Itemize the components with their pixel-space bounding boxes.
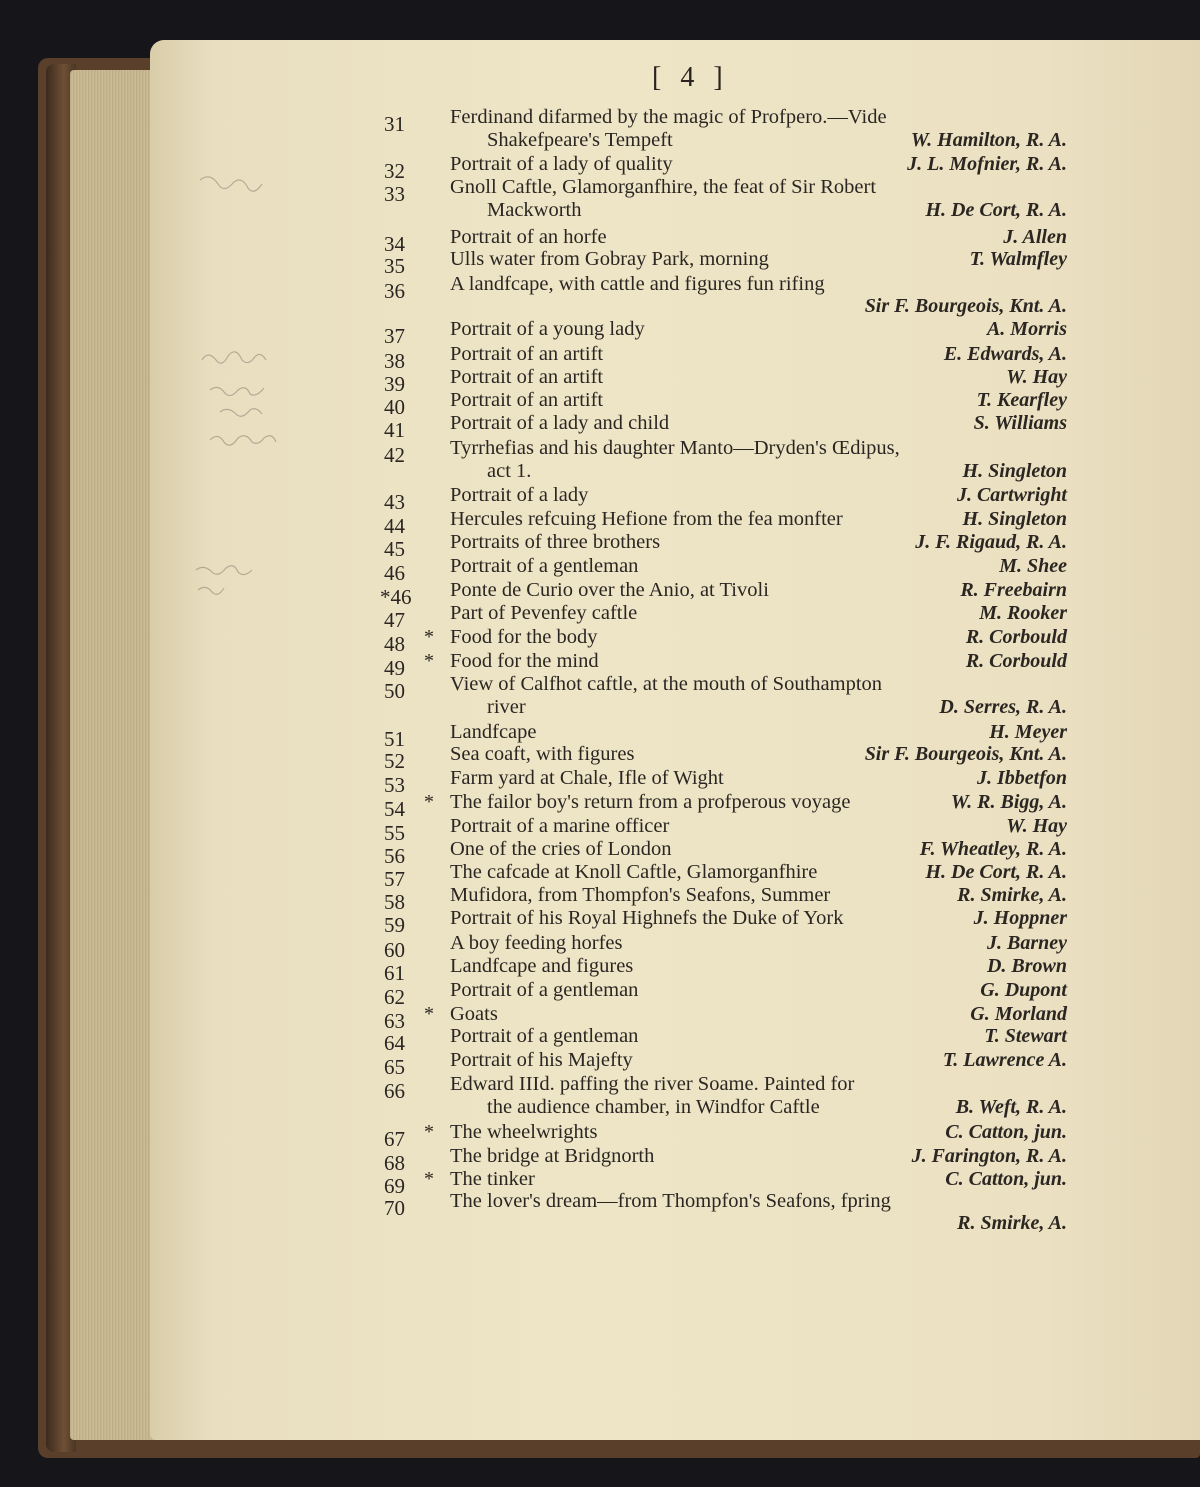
entry-title: The cafcade at Knoll Caftle, Glamorganfhire	[450, 861, 818, 883]
entry-number: 68	[384, 1151, 405, 1175]
entry-title: Portrait of a gentleman	[450, 555, 639, 577]
entry-number: 57	[384, 867, 405, 891]
entry-title: A landfcape, with cattle and figures fun rifing	[450, 273, 825, 295]
entry-artist: H. Singleton	[962, 460, 1067, 482]
entry-title-continued: the audience chamber, in Windfor Caftle	[487, 1096, 820, 1118]
entry-number: 37	[384, 324, 405, 348]
entry-title: Portrait of his Majefty	[450, 1049, 633, 1071]
entry-title: Edward IIId. paffing the river Soame. Painted for	[450, 1073, 855, 1095]
entry-artist: Sir F. Bourgeois, Knt. A.	[864, 295, 1067, 317]
entry-title: Portrait of a young lady	[450, 318, 645, 340]
entry-number: 54	[384, 797, 405, 821]
entry-artist: E. Edwards, A.	[943, 343, 1067, 365]
entry-number: 42	[384, 443, 405, 467]
entry-number: 36	[384, 279, 405, 303]
entry-number: 51	[384, 727, 405, 751]
entry-number: 58	[384, 890, 405, 914]
entry-asterisk: *	[424, 650, 434, 672]
entry-title: Portrait of an artift	[450, 343, 604, 365]
entry-artist: J. Allen	[1003, 226, 1067, 248]
entry-artist: W. R. Bigg, A.	[950, 791, 1067, 813]
entry-number: 40	[384, 395, 405, 419]
entry-artist: G. Morland	[970, 1003, 1067, 1025]
entry-title: The bridge at Bridgnorth	[450, 1145, 655, 1167]
entry-number: 47	[384, 608, 405, 632]
entry-title-continued: river	[487, 696, 526, 718]
entry-title: Part of Pevenfey caftle	[450, 602, 638, 624]
entry-title: Farm yard at Chale, Ifle of Wight	[450, 767, 724, 789]
entry-number: 38	[384, 349, 405, 373]
entry-artist: J. Barney	[987, 932, 1067, 954]
entry-title: Portrait of an artift	[450, 366, 604, 388]
entry-title: Portraits of three brothers	[450, 531, 661, 553]
entry-title: Portrait of an horfe	[450, 226, 607, 248]
entry-title: One of the cries of London	[450, 838, 672, 860]
entry-title: Ponte de Curio over the Anio, at Tivoli	[450, 579, 769, 601]
page-number: [ 4 ]	[652, 62, 729, 93]
entry-artist: T. Kearfley	[976, 389, 1067, 411]
entry-artist: Sir F. Bourgeois, Knt. A.	[864, 743, 1067, 765]
entry-number: 34	[384, 232, 405, 256]
entry-artist: J. F. Rigaud, R. A.	[915, 531, 1067, 553]
entry-asterisk: *	[424, 1168, 434, 1190]
entry-artist: M. Shee	[999, 555, 1067, 577]
entry-artist: W. Hay	[1006, 366, 1067, 388]
entry-artist: H. De Cort, R. A.	[925, 861, 1067, 883]
entry-number: 70	[384, 1196, 405, 1220]
entry-artist: S. Williams	[973, 412, 1067, 434]
entry-artist: H. Singleton	[962, 508, 1067, 530]
entry-title: Portrait of a gentleman	[450, 1025, 639, 1047]
entry-number: 69	[384, 1174, 405, 1198]
entry-number: 39	[384, 372, 405, 396]
entry-artist: C. Catton, jun.	[945, 1168, 1067, 1190]
entry-asterisk: *	[424, 1121, 434, 1143]
entry-artist: G. Dupont	[980, 979, 1067, 1001]
entry-number: 64	[384, 1031, 405, 1055]
entry-title: The lover's dream—from Thompfon's Seafons, fpring	[450, 1190, 891, 1212]
entry-title: Goats	[450, 1003, 498, 1025]
entry-artist: H. Meyer	[989, 721, 1067, 743]
entry-artist: H. De Cort, R. A.	[925, 199, 1067, 221]
entry-number: 31	[384, 112, 405, 136]
entry-artist: J. L. Mofnier, R. A.	[907, 153, 1067, 175]
entry-title: The tinker	[450, 1168, 535, 1190]
entry-title: Portrait of a gentleman	[450, 979, 639, 1001]
entry-number: 53	[384, 773, 405, 797]
entry-title: Sea coaft, with figures	[450, 743, 635, 765]
entry-title: Food for the mind	[450, 650, 599, 672]
entry-title: Landfcape	[450, 721, 537, 743]
entry-title: Portrait of a lady of quality	[450, 153, 673, 175]
entry-artist: M. Rooker	[979, 602, 1067, 624]
entry-title: Portrait of a marine officer	[450, 815, 670, 837]
entry-artist: F. Wheatley, R. A.	[919, 838, 1067, 860]
entry-number: 60	[384, 938, 405, 962]
entry-title: Ulls water from Gobray Park, morning	[450, 248, 769, 270]
entry-artist: C. Catton, jun.	[945, 1121, 1067, 1143]
entry-number: 59	[384, 913, 405, 937]
entry-number: 45	[384, 537, 405, 561]
entry-number: 56	[384, 844, 405, 868]
entry-number: 44	[384, 514, 405, 538]
entry-title: The wheelwrights	[450, 1121, 598, 1143]
entry-number: 49	[384, 656, 405, 680]
entry-title: Portrait of an artift	[450, 389, 604, 411]
entry-artist: D. Serres, R. A.	[939, 696, 1067, 718]
entry-title: Portrait of a lady and child	[450, 412, 670, 434]
entry-artist: J. Hoppner	[973, 907, 1067, 929]
entry-number: 66	[384, 1079, 405, 1103]
entry-number: 33	[384, 182, 405, 206]
entry-title-continued: Shakefpeare's Tempeft	[487, 129, 673, 151]
entry-number: 46	[384, 561, 405, 585]
entry-title: Gnoll Caftle, Glamorganfhire, the feat of Sir Robert	[450, 176, 877, 198]
entry-artist: T. Lawrence A.	[942, 1049, 1067, 1071]
entry-number: 32	[384, 159, 405, 183]
entry-artist: R. Corbould	[965, 650, 1067, 672]
entry-title: Portrait of a lady	[450, 484, 589, 506]
entry-artist: T. Walmfley	[969, 248, 1067, 270]
entry-number: 41	[384, 418, 405, 442]
entry-number: 55	[384, 821, 405, 845]
entry-asterisk: *	[424, 1003, 434, 1025]
entry-title: Mufidora, from Thompfon's Seafons, Summer	[450, 884, 831, 906]
entry-artist: J. Cartwright	[956, 484, 1067, 506]
entry-title-continued: act 1.	[487, 460, 532, 482]
entry-artist: R. Corbould	[965, 626, 1067, 648]
entry-artist: T. Stewart	[984, 1025, 1067, 1047]
entry-asterisk: *	[424, 791, 434, 813]
entry-number: 62	[384, 985, 405, 1009]
entry-number: *46	[380, 585, 412, 609]
entry-title: A boy feeding horfes	[450, 932, 623, 954]
entry-title: Tyrrhefias and his daughter Manto—Dryden's Œdipus,	[450, 437, 900, 459]
entry-artist: B. Weft, R. A.	[955, 1096, 1067, 1118]
entry-number: 67	[384, 1127, 405, 1151]
entry-number: 65	[384, 1055, 405, 1079]
entry-artist: J. Farington, R. A.	[911, 1145, 1067, 1167]
entry-artist: J. Ibbetfon	[977, 767, 1067, 789]
entry-number: 50	[384, 679, 405, 703]
entry-title: Landfcape and figures	[450, 955, 634, 977]
entry-artist: W. Hay	[1006, 815, 1067, 837]
entry-artist: W. Hamilton, R. A.	[910, 129, 1067, 151]
entry-number: 52	[384, 749, 405, 773]
entry-number: 61	[384, 961, 405, 985]
entry-title: Ferdinand difarmed by the magic of Profpero.—Vide	[450, 106, 887, 128]
entry-number: 35	[384, 254, 405, 278]
entry-title: The failor boy's return from a profperous voyage	[450, 791, 851, 813]
entry-artist: A. Morris	[986, 318, 1067, 340]
entry-number: 43	[384, 490, 405, 514]
entry-artist: R. Freebairn	[960, 579, 1067, 601]
entry-title: Food for the body	[450, 626, 598, 648]
entry-artist: D. Brown	[986, 955, 1067, 977]
entry-title: Hercules refcuing Hefione from the fea monfter	[450, 508, 843, 530]
entry-title: View of Calfhot caftle, at the mouth of Southampton	[450, 673, 883, 695]
entry-title-continued: Mackworth	[487, 199, 582, 221]
entry-number: 63	[384, 1009, 405, 1033]
entry-artist: R. Smirke, A.	[957, 1212, 1067, 1234]
entry-artist: R. Smirke, A.	[957, 884, 1067, 906]
entry-asterisk: *	[424, 626, 434, 648]
entry-title: Portrait of his Royal Highnefs the Duke of York	[450, 907, 844, 929]
entry-number: 48	[384, 632, 405, 656]
